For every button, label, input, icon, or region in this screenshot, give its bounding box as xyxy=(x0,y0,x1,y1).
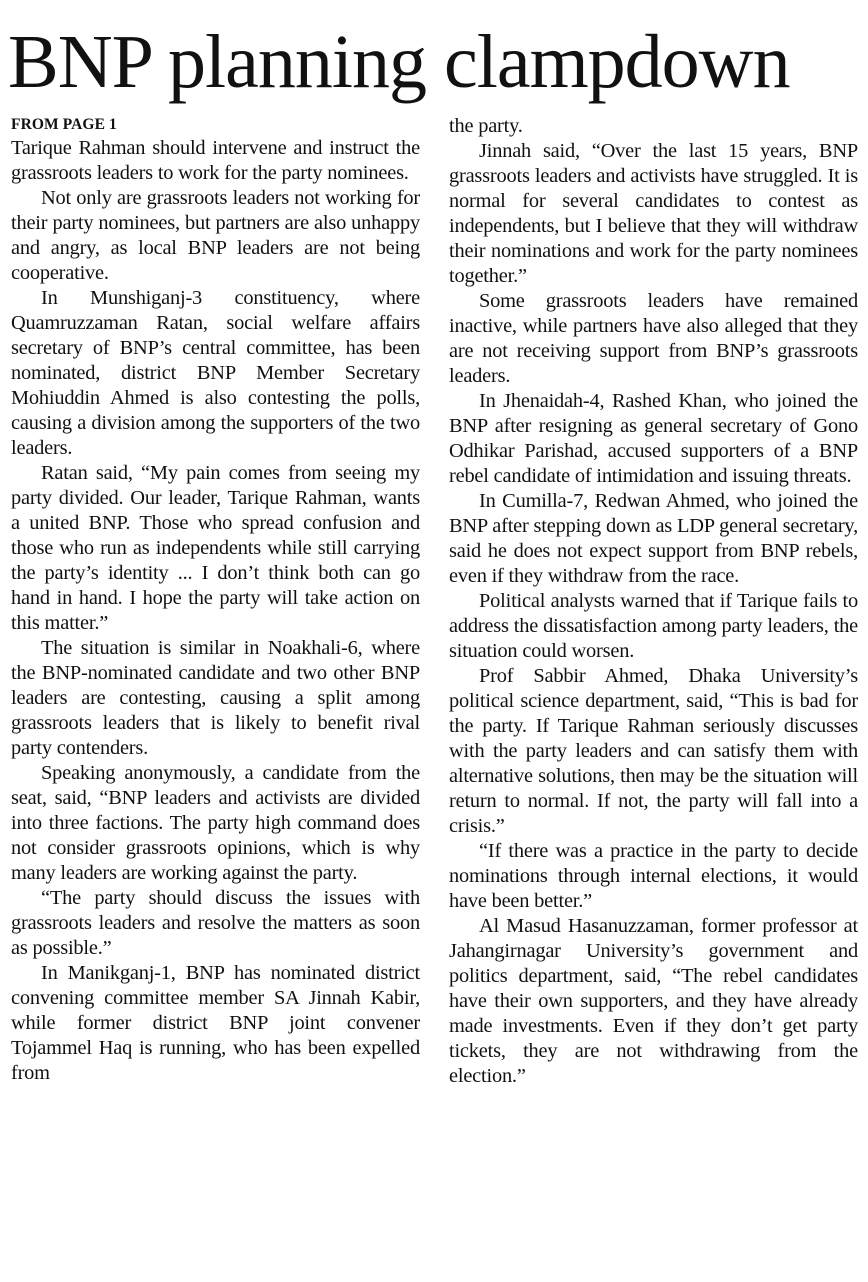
paragraph: In Jhenaidah-4, Rashed Khan, who joined the BNP after resigning as general secretary of Gono Odhikar Parishad, accused supporters of a BNP rebel candidate of intimidation and issuing threats. xyxy=(449,390,858,487)
paragraph: Tarique Rahman should intervene and instruct the grassroots leaders to work for the party nominees. xyxy=(11,137,420,184)
headline: BNP planning clampdown xyxy=(8,20,790,104)
paragraph: Jinnah said, “Over the last 15 years, BNP grassroots leaders and activists have struggled. It is normal for several candidates to contest as independents, but I believe that they will withdraw their nominations and work for the party nominees together.” xyxy=(449,140,858,287)
paragraph: In Manikganj-1, BNP has nominated district convening committee member SA Jinnah Kabir, while former district BNP joint convener Tojammel Haq is running, who has been expelled from xyxy=(11,962,420,1084)
paragraph: Ratan said, “My pain comes from seeing my party divided. Our leader, Tarique Rahman, wants a united BNP. Those who spread confusion and those who run as independents while still carrying the party’s identity ... I don’t think both can go hand in hand. I hope the party will take action on this matter.” xyxy=(11,462,420,634)
continuation-kicker: FROM PAGE 1 xyxy=(11,116,117,133)
article-body xyxy=(11,114,858,1089)
paragraph: Prof Sabbir Ahmed, Dhaka University’s political science department, said, “This is bad for the party. If Tarique Rahman seriously discusses with the party leaders and can satisfy them with alternative solutions, then may be the situation will return to normal. If not, the party will fall into a crisis.” xyxy=(449,665,858,837)
left-column xyxy=(11,114,420,1089)
paragraph: “If there was a practice in the party to decide nominations through internal elections, it would have been better.” xyxy=(449,840,858,912)
paragraph: the party. xyxy=(449,115,523,137)
paragraph: Political analysts warned that if Tarique fails to address the dissatisfaction among party leaders, the situation could worsen. xyxy=(449,590,858,662)
paragraph: In Munshiganj-3 constituency, where Quamruzzaman Ratan, social welfare affairs secretary of BNP’s central committee, has been nominated, district BNP Member Secretary Mohiuddin Ahmed is also contesting the polls, causing a division among the supporters of the two leaders. xyxy=(11,287,420,459)
paragraph: Not only are grassroots leaders not working for their party nominees, but partners are also unhappy and angry, as local BNP leaders are not being cooperative. xyxy=(11,187,420,284)
paragraph: Al Masud Hasanuzzaman, former professor at Jahangirnagar University’s government and politics department, said, “The rebel candidates have their own supporters, and they have already made investments. Even if they don’t get party tickets, they are not withdrawing from the election.” xyxy=(449,915,858,1087)
paragraph: The situation is similar in Noakhali-6, where the BNP-nominated candidate and two other BNP leaders are contesting, causing a split among grassroots leaders that is likely to benefit rival party contenders. xyxy=(11,637,420,759)
right-column xyxy=(449,114,858,1089)
paragraph: Speaking anonymously, a candidate from the seat, said, “BNP leaders and activists are divided into three factions. The party high command does not consider grassroots opinions, which is why many leaders are working against the party. xyxy=(11,762,420,884)
paragraph: In Cumilla-7, Redwan Ahmed, who joined the BNP after stepping down as LDP general secretary, said he does not expect support from BNP rebels, even if they withdraw from the race. xyxy=(449,490,858,587)
paragraph: “The party should discuss the issues with grassroots leaders and resolve the matters as soon as possible.” xyxy=(11,887,420,959)
paragraph: Some grassroots leaders have remained inactive, while partners have also alleged that they are not receiving support from BNP’s grassroots leaders. xyxy=(449,290,858,387)
